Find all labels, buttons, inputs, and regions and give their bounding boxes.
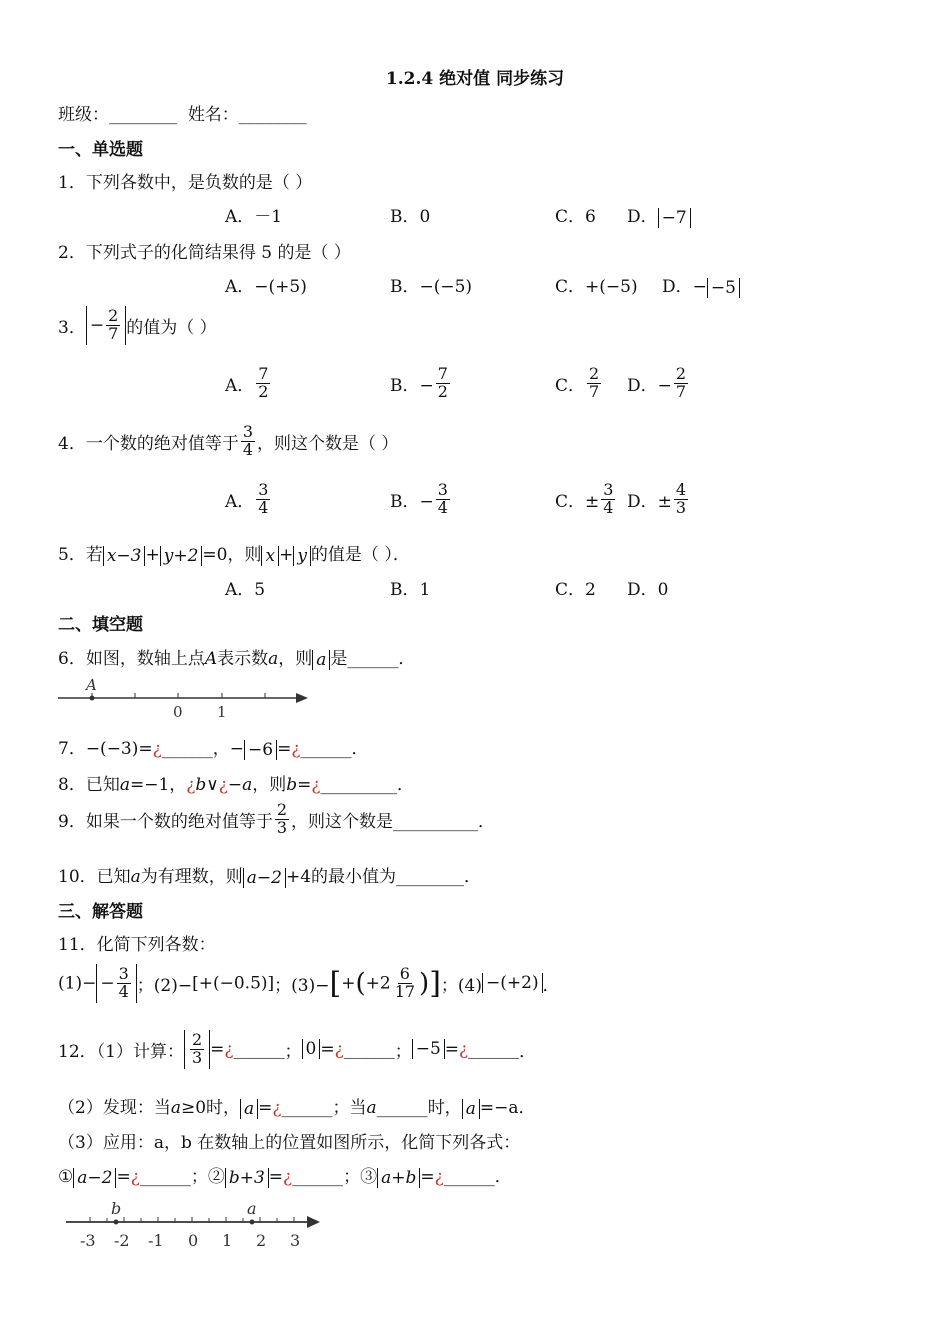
q12-number-line bbox=[62, 1198, 332, 1254]
tick-label: 1 bbox=[222, 1231, 233, 1250]
q11-p2: ；(2)− bbox=[136, 975, 193, 996]
q11-p3-lbracket: [ bbox=[329, 965, 342, 1001]
q2-option-b: B．−(−5) bbox=[390, 277, 473, 297]
q5-e3: x bbox=[265, 545, 276, 566]
q2-d-prefix: D．− bbox=[662, 277, 707, 297]
q11-parts bbox=[58, 964, 560, 1003]
q2-option-c: C．+(−5) bbox=[555, 277, 638, 297]
q4-c-d: 4 bbox=[603, 497, 614, 517]
q4-stem bbox=[58, 424, 398, 459]
name-label: 姓名：________ bbox=[187, 105, 307, 125]
q12-l4-blank3: ______ bbox=[443, 1167, 495, 1187]
q3-den-val: 7 bbox=[108, 323, 119, 343]
q3-b-frac bbox=[436, 366, 450, 401]
q4-d-n: 4 bbox=[675, 480, 687, 499]
q7-inv2: ¿ bbox=[291, 739, 301, 759]
q1-d-prefix: D． bbox=[627, 207, 658, 227]
q12-l4-inv3: ¿ bbox=[434, 1167, 444, 1187]
q8-eq2: = bbox=[297, 775, 312, 795]
q3-option-d bbox=[627, 366, 690, 401]
q4-a-n: 3 bbox=[258, 480, 269, 499]
q7-stem bbox=[58, 734, 368, 760]
q4-b-d: 4 bbox=[437, 497, 448, 517]
q12-l4-abs2-expr: b+3 bbox=[228, 1167, 265, 1188]
q12-l4-eq3: = bbox=[420, 1167, 435, 1187]
q1-stem: 1．下列各数中，是负数的是（ ） bbox=[58, 173, 313, 193]
q3-b-n: 7 bbox=[437, 364, 448, 383]
q12-inv-3: ¿ bbox=[459, 1039, 469, 1060]
q6-stem bbox=[58, 644, 415, 670]
q7-inv: ¿ bbox=[152, 739, 162, 759]
q12-l4-inv1: ¿ bbox=[130, 1167, 140, 1187]
q12-l2-inv: ¿ bbox=[272, 1098, 282, 1118]
q11-p3-inner: +2 bbox=[365, 973, 391, 994]
page-title: 1.2.4 绝对值 同步练习 bbox=[385, 69, 565, 89]
q10-stem bbox=[58, 862, 481, 888]
q5-option-b: B．1 bbox=[390, 580, 431, 600]
section-heading-2: 二、填空题 bbox=[58, 615, 143, 635]
q1-option-d bbox=[627, 202, 691, 228]
q8-blank: _________． bbox=[320, 775, 415, 795]
q8-or: ∨ bbox=[206, 775, 219, 795]
q11-p2-inner: +(−0.5) bbox=[198, 973, 268, 994]
q6-mid: 表示数 bbox=[217, 649, 269, 669]
q1-option-a: A．－1 bbox=[225, 207, 283, 227]
tick-label: -1 bbox=[148, 1231, 164, 1250]
q12-inv-2: ¿ bbox=[334, 1039, 344, 1060]
q4-option-b bbox=[390, 482, 452, 517]
q3-abs bbox=[86, 306, 126, 345]
q9-n: 2 bbox=[276, 800, 288, 819]
q3-option-c bbox=[555, 366, 603, 401]
q10-a: a bbox=[130, 867, 141, 887]
tick-label: 2 bbox=[256, 1231, 267, 1250]
q8-inv3: ¿ bbox=[311, 775, 321, 795]
q12-l2-a: a bbox=[170, 1098, 181, 1118]
q9-tail: ，则这个数是__________． bbox=[291, 811, 496, 832]
q4-option-a bbox=[225, 482, 272, 517]
q12-abs-zero: 0 bbox=[302, 1039, 321, 1059]
q5-option-a: A．5 bbox=[225, 580, 266, 600]
q9-stem bbox=[58, 802, 495, 837]
q12-l4-eq1: = bbox=[116, 1167, 131, 1187]
q5-e1: x−3 bbox=[106, 545, 142, 566]
q6-abs-var: a bbox=[316, 649, 327, 670]
q7-abs: −6 bbox=[244, 740, 277, 760]
point-a-dot bbox=[90, 696, 95, 701]
q3-d-prefix: D．− bbox=[627, 375, 672, 396]
q4-c-n: 3 bbox=[603, 480, 614, 499]
q6-then: ，则 bbox=[278, 649, 313, 669]
q3-d-frac bbox=[674, 366, 688, 401]
q8-b2: b bbox=[286, 775, 298, 795]
q4-d-prefix: D．± bbox=[627, 491, 672, 512]
q4-a-d: 4 bbox=[258, 497, 269, 517]
q8-a: a bbox=[119, 775, 130, 795]
class-label: 班级：________ bbox=[58, 105, 177, 125]
q5-option-d: D．0 bbox=[627, 580, 669, 600]
q4-d-frac bbox=[674, 482, 688, 517]
q12-blank-3: ______ bbox=[468, 1039, 520, 1060]
q7-blank1: ______，− bbox=[161, 739, 245, 759]
q4-a-prefix: A． bbox=[225, 491, 255, 512]
q11-p3-frac bbox=[393, 966, 417, 1001]
q11-p1-frac bbox=[117, 966, 131, 1001]
q12-l4-abs1 bbox=[73, 1168, 116, 1188]
q6-number-line bbox=[56, 672, 316, 720]
q12-l2-cond: ≥0时， bbox=[180, 1098, 241, 1118]
section-heading-3: 三、解答题 bbox=[58, 902, 143, 922]
q5-e4: y bbox=[297, 545, 307, 566]
q4-d-d: 3 bbox=[675, 497, 687, 517]
q5-tail: 的值是（ ）． bbox=[310, 545, 410, 565]
q11-p3: ；(3)− bbox=[274, 975, 330, 996]
q12-l4-blank1: ______ bbox=[139, 1167, 191, 1187]
q12-l2-end: =−a． bbox=[479, 1098, 536, 1118]
q6-point-a: A bbox=[204, 649, 218, 669]
q8-then: ，则 bbox=[252, 775, 287, 795]
q3-a-frac bbox=[256, 366, 270, 401]
axis-arrow bbox=[296, 693, 308, 703]
q10-abs bbox=[243, 868, 286, 888]
q4-option-c bbox=[555, 482, 617, 517]
q12-d: 3 bbox=[191, 1047, 203, 1067]
q3-stem bbox=[58, 306, 217, 345]
q12-l2-abs bbox=[240, 1099, 258, 1119]
q12-blank-1: ______ bbox=[233, 1039, 285, 1060]
q3-b-d: 2 bbox=[437, 381, 448, 401]
q8-neg-a: −a bbox=[227, 775, 253, 795]
q12-line2 bbox=[58, 1093, 535, 1119]
q3-num-val: 2 bbox=[108, 306, 119, 325]
q4-d: 4 bbox=[242, 439, 254, 459]
q12-l4-blank2: ______ bbox=[292, 1167, 344, 1187]
q11-p3-plus: + bbox=[341, 973, 356, 994]
q1-option-b: B．0 bbox=[390, 207, 431, 227]
q9-d: 3 bbox=[276, 817, 288, 837]
q12-abs-five: −5 bbox=[412, 1039, 445, 1059]
q12-l2-abs2 bbox=[462, 1099, 480, 1119]
q4-c-prefix: C．± bbox=[555, 491, 600, 512]
q12-l4-inv2: ¿ bbox=[283, 1167, 293, 1187]
q3-c-d: 7 bbox=[589, 381, 600, 401]
tick-label: 3 bbox=[290, 1231, 301, 1250]
q4-frac bbox=[241, 424, 255, 459]
q1-d-abs: −7 bbox=[658, 208, 691, 228]
q5-e2: y+2 bbox=[163, 545, 199, 566]
q4-a-frac bbox=[256, 482, 270, 517]
q12-l2-mid2: ______时， bbox=[376, 1098, 462, 1118]
point-b-dot bbox=[114, 1220, 119, 1225]
q12-l4-abs3 bbox=[377, 1168, 420, 1188]
q2-stem: 2．下列式子的化简结果得 5 的是（ ） bbox=[58, 243, 351, 263]
q2-option-a: A．−(+5) bbox=[225, 277, 307, 297]
q10-abs-expr: a−2 bbox=[246, 867, 282, 888]
q10-pre: 10．已知 bbox=[58, 867, 131, 887]
q11-p3-n: 6 bbox=[399, 964, 410, 983]
q3-a-n: 7 bbox=[258, 364, 269, 383]
q5-option-c: C．2 bbox=[555, 580, 596, 600]
q12-l4-circ3: ③ bbox=[360, 1167, 378, 1187]
q7-blank2: ______． bbox=[300, 739, 369, 759]
section-heading-1: 一、单选题 bbox=[58, 140, 143, 160]
q3-tail: 的值为（ ） bbox=[126, 317, 217, 338]
q11-p1-d: 4 bbox=[118, 981, 129, 1001]
q11-p4-abs: −(+2) bbox=[482, 973, 543, 993]
tick-label: 0 bbox=[188, 1231, 199, 1250]
q3-d-n: 2 bbox=[675, 364, 687, 383]
q11-p1-abs bbox=[96, 964, 136, 1003]
point-a-dot bbox=[250, 1220, 255, 1225]
q7-pre: 7．−(−3)= bbox=[58, 739, 153, 759]
q12-l1-pre: 12．（1）计算： bbox=[58, 1041, 184, 1062]
tick-label: -2 bbox=[114, 1231, 130, 1250]
q3-a-prefix: A． bbox=[225, 375, 255, 396]
q10-tail: +4的最小值为________． bbox=[285, 867, 482, 887]
q5-eq: =0，则 bbox=[202, 545, 262, 565]
q11-p3-rbracket: ] bbox=[429, 965, 441, 1001]
q4-n: 3 bbox=[242, 422, 254, 441]
q12-l4-abs2 bbox=[225, 1168, 269, 1188]
q12-l4-abs1-expr: a−2 bbox=[77, 1167, 113, 1188]
class-field bbox=[58, 100, 307, 125]
q12-l2-abs2-var: a bbox=[465, 1098, 476, 1119]
q12-abs-frac bbox=[184, 1030, 210, 1069]
q6-var: a bbox=[268, 649, 279, 669]
q3-b-prefix: B．− bbox=[390, 375, 434, 396]
q11-p3-d: 17 bbox=[394, 981, 416, 1001]
q6-abs bbox=[312, 650, 330, 670]
q12-l4-eq2: = bbox=[268, 1167, 284, 1187]
q12-n: 2 bbox=[191, 1030, 203, 1049]
q12-eq-1: = bbox=[210, 1039, 225, 1060]
q12-eq-2: = bbox=[320, 1039, 335, 1060]
q4-pre: 4．一个数的绝对值等于 bbox=[58, 433, 239, 454]
q4-tail: ，则这个数是（ ） bbox=[257, 433, 399, 454]
q6-pre: 6．如图，数轴上点 bbox=[58, 649, 205, 669]
q8-stem bbox=[58, 770, 414, 795]
q2-d-abs: −5 bbox=[707, 278, 740, 298]
q4-c-frac bbox=[601, 482, 615, 517]
q11-p2-bracket: [+(−0.5)] bbox=[192, 973, 275, 994]
q8-b: b bbox=[195, 775, 207, 795]
tick-label-1: 1 bbox=[217, 703, 227, 720]
q1-option-c: C．6 bbox=[555, 207, 596, 227]
q12-line1: 12．（1）计算： $\frac{2}{3}$ =¿______； 0 =¿______； −5 =¿______． bbox=[58, 1030, 537, 1067]
q11-p1: (1)− bbox=[58, 973, 97, 994]
q5-abs-2 bbox=[160, 546, 203, 566]
q3-fraction bbox=[106, 308, 120, 343]
q5-pre: 5．若 bbox=[58, 545, 103, 565]
point-b-label: b bbox=[111, 1199, 122, 1218]
q10-mid: 为有理数，则 bbox=[140, 867, 243, 887]
q11-stem: 11．化简下列各数： bbox=[58, 935, 216, 955]
q12-l4-circ1: ① bbox=[58, 1167, 74, 1187]
q11-end: ． bbox=[542, 975, 560, 996]
point-a-label: A bbox=[86, 676, 97, 694]
q5-abs-3 bbox=[261, 546, 279, 566]
q12-inv-1: ¿ bbox=[224, 1039, 234, 1060]
q5-abs-4 bbox=[293, 546, 311, 566]
q5-plus: + bbox=[145, 545, 160, 565]
q8-eq: =−1， bbox=[129, 775, 187, 795]
q4-b-n: 3 bbox=[437, 480, 448, 499]
q2-option-d bbox=[662, 272, 740, 298]
q5-plus-2: + bbox=[279, 545, 294, 565]
q3-d-d: 7 bbox=[675, 381, 687, 401]
q3-c-n: 2 bbox=[589, 364, 600, 383]
q4-option-d bbox=[627, 482, 690, 517]
q11-p1-n: 3 bbox=[118, 964, 129, 983]
tick-label-0: 0 bbox=[173, 703, 183, 720]
q3-c-prefix: C． bbox=[555, 375, 586, 396]
q11-p3-rparen: ) bbox=[419, 968, 430, 999]
axis-arrow bbox=[307, 1216, 320, 1228]
q3-option-b bbox=[390, 366, 452, 401]
q6-tail: 是______． bbox=[330, 649, 416, 669]
q12-frac bbox=[190, 1032, 204, 1067]
point-a-label: a bbox=[247, 1199, 257, 1218]
q3-c-frac bbox=[587, 366, 601, 401]
q8-inv: ¿ bbox=[186, 775, 196, 795]
q12-l2-abs-var: a bbox=[244, 1098, 255, 1119]
q3-num: 3． bbox=[58, 317, 86, 338]
q5-stem bbox=[58, 540, 410, 566]
q12-blank-2: ______ bbox=[343, 1039, 395, 1060]
q12-l2-pre: （2）发现：当 bbox=[58, 1098, 171, 1118]
q8-inv2: ¿ bbox=[218, 775, 228, 795]
q12-line4: ① a−2 =¿______；② b+3 =¿______；③ a+b =¿______． bbox=[58, 1167, 512, 1188]
q12-l4-circ2: ② bbox=[207, 1167, 225, 1187]
q3-a-d: 2 bbox=[258, 381, 269, 401]
q12-l4-abs3-expr: a+b bbox=[381, 1167, 417, 1188]
q11-p3-lparen: ( bbox=[355, 968, 366, 999]
q12-eq-3: = bbox=[444, 1039, 460, 1060]
q11-p1-neg: − bbox=[100, 973, 115, 994]
q3-neg: − bbox=[89, 315, 105, 336]
q12-line3: （3）应用：a，b 在数轴上的位置如图所示，化简下列各式： bbox=[58, 1133, 521, 1153]
q5-abs-1 bbox=[103, 546, 146, 566]
q12-l2-mid: ______；当 bbox=[281, 1098, 367, 1118]
q8-pre: 8．已知 bbox=[58, 775, 120, 795]
q9-frac bbox=[275, 802, 289, 837]
q7-eq: = bbox=[277, 739, 292, 759]
q4-b-prefix: B．− bbox=[390, 491, 434, 512]
tick-label: -3 bbox=[80, 1231, 96, 1250]
q4-b-frac bbox=[436, 482, 450, 517]
q3-option-a bbox=[225, 366, 272, 401]
q11-p4: ；(4) bbox=[440, 975, 483, 996]
q9-pre: 9．如果一个数的绝对值等于 bbox=[58, 811, 273, 832]
q12-l2-a2: a bbox=[366, 1098, 377, 1118]
q12-l2-eq: = bbox=[258, 1098, 273, 1118]
